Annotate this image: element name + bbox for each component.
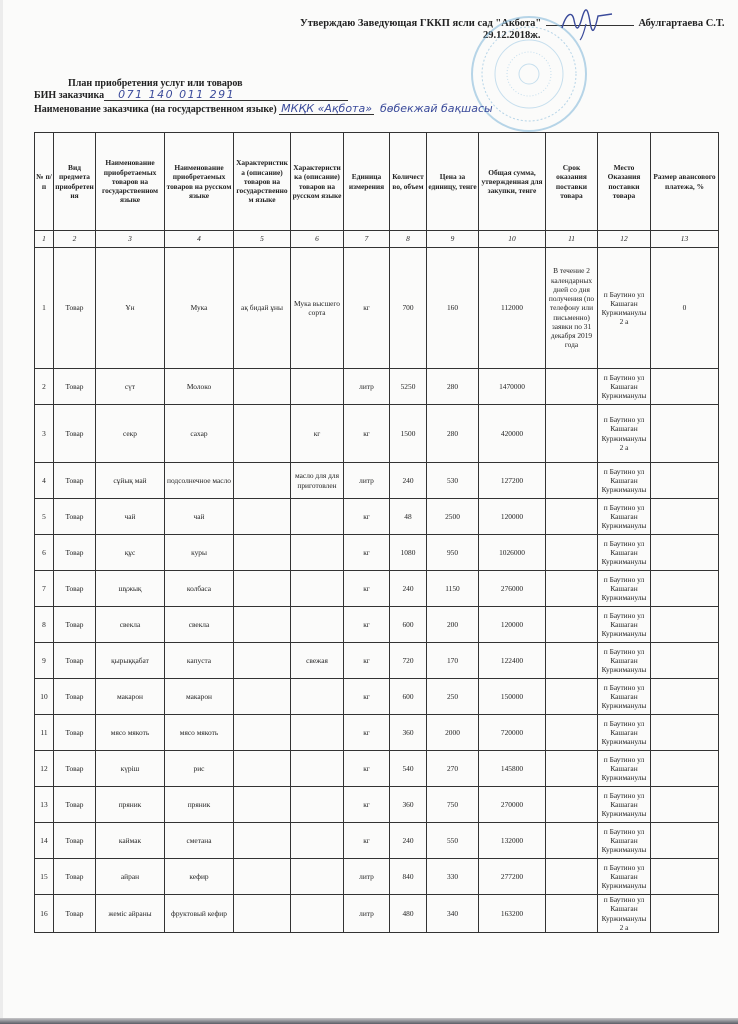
item-type-cell: Товар: [54, 405, 96, 463]
description-kazakh-cell: [234, 715, 291, 751]
table-row: [35, 463, 719, 499]
table-row: [35, 679, 719, 715]
table-row: [35, 571, 719, 607]
advance-payment-cell: [651, 463, 719, 499]
signature-line: [546, 15, 634, 26]
quantity-cell: 840: [390, 859, 427, 895]
unit-cell: литр: [344, 463, 390, 499]
column-number: 8: [390, 231, 427, 248]
name-russian-cell: Мука: [165, 248, 234, 369]
item-type-cell: Товар: [54, 463, 96, 499]
description-russian-cell: [291, 895, 344, 933]
total-amount-cell: 1026000: [479, 535, 546, 571]
delivery-term-cell: [546, 535, 598, 571]
name-kazakh-cell: шұжық: [96, 571, 165, 607]
item-type-cell: Товар: [54, 859, 96, 895]
delivery-term-cell: [546, 369, 598, 405]
name-kazakh-cell: құс: [96, 535, 165, 571]
delivery-place-cell: п Баутино ул Кашаган Куржиманулы: [598, 823, 651, 859]
delivery-term-cell: [546, 751, 598, 787]
description-russian-cell: [291, 751, 344, 787]
row-number-cell: 6: [35, 535, 54, 571]
item-type-cell: Товар: [54, 499, 96, 535]
item-type-cell: Товар: [54, 248, 96, 369]
description-russian-cell: [291, 571, 344, 607]
unit-cell: кг: [344, 248, 390, 369]
description-kazakh-cell: [234, 787, 291, 823]
name-russian-cell: макарон: [165, 679, 234, 715]
row-number-cell: 2: [35, 369, 54, 405]
table-row: [35, 535, 719, 571]
table-row: [35, 499, 719, 535]
column-header: Размер авансового платежа, %: [651, 133, 719, 231]
unit-cell: кг: [344, 715, 390, 751]
name-kazakh-cell: свекла: [96, 607, 165, 643]
item-type-cell: Товар: [54, 607, 96, 643]
description-kazakh-cell: [234, 607, 291, 643]
table-row: [35, 823, 719, 859]
column-header: № п/п: [35, 133, 54, 231]
name-russian-cell: Молоко: [165, 369, 234, 405]
description-kazakh-cell: [234, 895, 291, 933]
description-kazakh-cell: [234, 463, 291, 499]
unit-cell: кг: [344, 405, 390, 463]
quantity-cell: 720: [390, 643, 427, 679]
delivery-place-cell: п Баутино ул Кашаган Куржиманулы: [598, 751, 651, 787]
quantity-cell: 360: [390, 715, 427, 751]
delivery-place-cell: п Баутино ул Кашаган Куржиманулы: [598, 679, 651, 715]
delivery-place-cell: п Баутино ул Кашаган Куржиманулы: [598, 369, 651, 405]
quantity-cell: 1080: [390, 535, 427, 571]
row-number-cell: 14: [35, 823, 54, 859]
name-kazakh-cell: секр: [96, 405, 165, 463]
delivery-term-cell: [546, 895, 598, 933]
item-type-cell: Товар: [54, 679, 96, 715]
total-amount-cell: 420000: [479, 405, 546, 463]
table-row: [35, 405, 719, 463]
row-number-cell: 10: [35, 679, 54, 715]
total-amount-cell: 112000: [479, 248, 546, 369]
description-russian-cell: [291, 715, 344, 751]
unit-price-cell: 250: [427, 679, 479, 715]
row-number-cell: 1: [35, 248, 54, 369]
table-row: [35, 643, 719, 679]
description-kazakh-cell: [234, 535, 291, 571]
row-number-cell: 7: [35, 571, 54, 607]
row-number-cell: 12: [35, 751, 54, 787]
unit-price-cell: 1150: [427, 571, 479, 607]
quantity-cell: 540: [390, 751, 427, 787]
row-number-cell: 16: [35, 895, 54, 933]
unit-price-cell: 2500: [427, 499, 479, 535]
unit-price-cell: 160: [427, 248, 479, 369]
unit-price-cell: 170: [427, 643, 479, 679]
unit-cell: кг: [344, 499, 390, 535]
unit-price-cell: 280: [427, 405, 479, 463]
delivery-term-cell: [546, 463, 598, 499]
procurement-plan-table: [34, 132, 719, 933]
scan-bottom-edge: [0, 1018, 738, 1024]
column-number: 9: [427, 231, 479, 248]
advance-payment-cell: [651, 787, 719, 823]
quantity-cell: 1500: [390, 405, 427, 463]
row-number-cell: 15: [35, 859, 54, 895]
name-russian-cell: пряник: [165, 787, 234, 823]
table-row: [35, 859, 719, 895]
description-russian-cell: [291, 859, 344, 895]
advance-payment-cell: [651, 571, 719, 607]
advance-payment-cell: [651, 535, 719, 571]
delivery-term-cell: [546, 499, 598, 535]
unit-cell: литр: [344, 369, 390, 405]
column-number: 4: [165, 231, 234, 248]
unit-cell: кг: [344, 751, 390, 787]
row-number-cell: 11: [35, 715, 54, 751]
row-number-cell: 13: [35, 787, 54, 823]
column-header: Цена за единицу, тенге: [427, 133, 479, 231]
total-amount-cell: 277200: [479, 859, 546, 895]
unit-cell: кг: [344, 607, 390, 643]
name-russian-cell: мясо мякоть: [165, 715, 234, 751]
quantity-cell: 48: [390, 499, 427, 535]
delivery-term-cell: [546, 823, 598, 859]
advance-payment-cell: [651, 405, 719, 463]
unit-price-cell: 340: [427, 895, 479, 933]
name-russian-cell: сметана: [165, 823, 234, 859]
delivery-place-cell: п Баутино ул Кашаган Куржиманулы: [598, 859, 651, 895]
description-russian-cell: [291, 369, 344, 405]
name-kazakh-cell: күріш: [96, 751, 165, 787]
advance-payment-cell: [651, 643, 719, 679]
row-number-cell: 3: [35, 405, 54, 463]
quantity-cell: 240: [390, 463, 427, 499]
approval-date: 29.12.2018ж.: [483, 30, 541, 41]
advance-payment-cell: [651, 607, 719, 643]
total-amount-cell: 270000: [479, 787, 546, 823]
column-number: 3: [96, 231, 165, 248]
table-row: [35, 895, 719, 933]
delivery-term-cell: [546, 715, 598, 751]
name-russian-cell: подсолнечное масло: [165, 463, 234, 499]
column-number: 12: [598, 231, 651, 248]
advance-payment-cell: [651, 369, 719, 405]
delivery-place-cell: п Баутино ул Кашаган Куржиманулы: [598, 535, 651, 571]
scan-left-edge: [0, 0, 3, 1024]
name-kazakh-cell: Ұн: [96, 248, 165, 369]
quantity-cell: 480: [390, 895, 427, 933]
table-header-row: [35, 133, 719, 231]
quantity-cell: 360: [390, 787, 427, 823]
total-amount-cell: 150000: [479, 679, 546, 715]
unit-cell: кг: [344, 787, 390, 823]
item-type-cell: Товар: [54, 643, 96, 679]
advance-payment-cell: [651, 679, 719, 715]
description-russian-cell: масло для для приготовлен: [291, 463, 344, 499]
description-russian-cell: кг: [291, 405, 344, 463]
column-number: 6: [291, 231, 344, 248]
delivery-place-cell: п Баутино ул Кашаган Куржиманулы: [598, 643, 651, 679]
plan-title: План приобретения услуг или товаров: [68, 78, 243, 89]
total-amount-cell: 120000: [479, 607, 546, 643]
description-russian-cell: свежая: [291, 643, 344, 679]
unit-price-cell: 2000: [427, 715, 479, 751]
item-type-cell: Товар: [54, 571, 96, 607]
unit-price-cell: 330: [427, 859, 479, 895]
unit-cell: кг: [344, 679, 390, 715]
table-row: [35, 607, 719, 643]
unit-price-cell: 750: [427, 787, 479, 823]
name-kazakh-cell: жеміс айраны: [96, 895, 165, 933]
name-russian-cell: чай: [165, 499, 234, 535]
customer-line: [34, 102, 493, 115]
quantity-cell: 600: [390, 679, 427, 715]
advance-payment-cell: 0: [651, 248, 719, 369]
delivery-term-cell: [546, 643, 598, 679]
table-row: [35, 751, 719, 787]
row-number-cell: 5: [35, 499, 54, 535]
unit-cell: литр: [344, 859, 390, 895]
total-amount-cell: 720000: [479, 715, 546, 751]
total-amount-cell: 1470000: [479, 369, 546, 405]
description-kazakh-cell: [234, 679, 291, 715]
item-type-cell: Товар: [54, 369, 96, 405]
delivery-term-cell: [546, 405, 598, 463]
customer-value-ext: бөбекжай бақшасы: [379, 102, 493, 115]
unit-cell: кг: [344, 823, 390, 859]
name-russian-cell: капуста: [165, 643, 234, 679]
name-russian-cell: колбаса: [165, 571, 234, 607]
advance-payment-cell: [651, 859, 719, 895]
delivery-place-cell: п Баутино ул Кашаган Куржиманулы 2 а: [598, 405, 651, 463]
column-number: 11: [546, 231, 598, 248]
column-header: Вид предмета приобретения: [54, 133, 96, 231]
description-russian-cell: [291, 607, 344, 643]
item-type-cell: Товар: [54, 787, 96, 823]
description-russian-cell: [291, 499, 344, 535]
description-kazakh-cell: [234, 643, 291, 679]
quantity-cell: 700: [390, 248, 427, 369]
description-kazakh-cell: [234, 369, 291, 405]
item-type-cell: Товар: [54, 823, 96, 859]
name-russian-cell: фруктовый кефир: [165, 895, 234, 933]
row-number-cell: 4: [35, 463, 54, 499]
delivery-place-cell: п Баутино ул Кашаган Куржиманулы: [598, 499, 651, 535]
bin-value: 071 140 011 291: [104, 89, 348, 101]
name-kazakh-cell: сұйық май: [96, 463, 165, 499]
total-amount-cell: 132000: [479, 823, 546, 859]
name-kazakh-cell: сүт: [96, 369, 165, 405]
unit-price-cell: 530: [427, 463, 479, 499]
description-russian-cell: [291, 535, 344, 571]
unit-price-cell: 550: [427, 823, 479, 859]
total-amount-cell: 276000: [479, 571, 546, 607]
column-header: Общая сумма, утвержденная для закупки, тенге: [479, 133, 546, 231]
description-kazakh-cell: ақ бидай ұны: [234, 248, 291, 369]
delivery-place-cell: п Баутино ул Кашаган Куржиманулы: [598, 787, 651, 823]
name-kazakh-cell: пряник: [96, 787, 165, 823]
column-number: 1: [35, 231, 54, 248]
advance-payment-cell: [651, 823, 719, 859]
name-russian-cell: куры: [165, 535, 234, 571]
customer-label: Наименование заказчика (на государственном языке): [34, 104, 277, 115]
name-russian-cell: рис: [165, 751, 234, 787]
name-kazakh-cell: чай: [96, 499, 165, 535]
description-kazakh-cell: [234, 499, 291, 535]
table-row: [35, 787, 719, 823]
column-number: 7: [344, 231, 390, 248]
unit-price-cell: 280: [427, 369, 479, 405]
quantity-cell: 600: [390, 607, 427, 643]
table-row: [35, 369, 719, 405]
name-russian-cell: свекла: [165, 607, 234, 643]
description-russian-cell: Мука высшего сорта: [291, 248, 344, 369]
delivery-term-cell: В течение 2 календарных дней со дня получения (по телефону или письменно) заявки по 31 декабря 2019 года: [546, 248, 598, 369]
delivery-place-cell: п Баутино ул Кашаган Куржиманулы: [598, 571, 651, 607]
approval-signer: Абулгартаева С.Т.: [638, 18, 725, 29]
unit-price-cell: 200: [427, 607, 479, 643]
name-russian-cell: кефир: [165, 859, 234, 895]
total-amount-cell: 163200: [479, 895, 546, 933]
column-number: 13: [651, 231, 719, 248]
column-header: Срок оказания поставки товара: [546, 133, 598, 231]
unit-cell: кг: [344, 571, 390, 607]
delivery-place-cell: п Баутино ул Кашаган Куржиманулы: [598, 715, 651, 751]
total-amount-cell: 120000: [479, 499, 546, 535]
column-number: 10: [479, 231, 546, 248]
total-amount-cell: 145800: [479, 751, 546, 787]
column-header: Характеристика (описание) товаров на русском языке: [291, 133, 344, 231]
table-body: [35, 248, 719, 933]
table-row: [35, 715, 719, 751]
name-russian-cell: сахар: [165, 405, 234, 463]
row-number-cell: 8: [35, 607, 54, 643]
delivery-term-cell: [546, 607, 598, 643]
bin-line: [34, 89, 348, 101]
description-kazakh-cell: [234, 823, 291, 859]
column-number: 5: [234, 231, 291, 248]
quantity-cell: 240: [390, 571, 427, 607]
delivery-term-cell: [546, 859, 598, 895]
name-kazakh-cell: қырыққабат: [96, 643, 165, 679]
customer-value: МКҚК «Ақбота»: [281, 102, 372, 115]
description-kazakh-cell: [234, 859, 291, 895]
item-type-cell: Товар: [54, 895, 96, 933]
delivery-term-cell: [546, 787, 598, 823]
column-header: Наименование приобретаемых товаров на русском языке: [165, 133, 234, 231]
column-number-row: [35, 231, 719, 248]
unit-cell: литр: [344, 895, 390, 933]
delivery-term-cell: [546, 571, 598, 607]
approval-block: [300, 15, 725, 41]
description-russian-cell: [291, 679, 344, 715]
delivery-term-cell: [546, 679, 598, 715]
table-row: [35, 248, 719, 369]
description-kazakh-cell: [234, 751, 291, 787]
advance-payment-cell: [651, 895, 719, 933]
column-header: Место Оказания поставки товара: [598, 133, 651, 231]
column-header: Наименование приобретаемых товаров на государственном языке: [96, 133, 165, 231]
unit-price-cell: 270: [427, 751, 479, 787]
bin-label: БИН заказчика: [34, 90, 105, 101]
total-amount-cell: 127200: [479, 463, 546, 499]
delivery-place-cell: п Баутино ул Кашаган Куржиманулы: [598, 463, 651, 499]
delivery-place-cell: п Баутино ул Кашаган Куржиманулы: [598, 607, 651, 643]
name-kazakh-cell: айран: [96, 859, 165, 895]
quantity-cell: 240: [390, 823, 427, 859]
delivery-place-cell: п Баутино ул Кашаган Куржиманулы 2 а: [598, 895, 651, 933]
column-header: Характеристика (описание) товаров на государственном языке: [234, 133, 291, 231]
description-russian-cell: [291, 823, 344, 859]
advance-payment-cell: [651, 751, 719, 787]
quantity-cell: 5250: [390, 369, 427, 405]
description-kazakh-cell: [234, 405, 291, 463]
advance-payment-cell: [651, 499, 719, 535]
column-number: 2: [54, 231, 96, 248]
row-number-cell: 9: [35, 643, 54, 679]
total-amount-cell: 122400: [479, 643, 546, 679]
item-type-cell: Товар: [54, 535, 96, 571]
unit-cell: кг: [344, 643, 390, 679]
item-type-cell: Товар: [54, 715, 96, 751]
name-kazakh-cell: каймак: [96, 823, 165, 859]
unit-price-cell: 950: [427, 535, 479, 571]
description-kazakh-cell: [234, 571, 291, 607]
item-type-cell: Товар: [54, 751, 96, 787]
name-kazakh-cell: макарон: [96, 679, 165, 715]
description-russian-cell: [291, 787, 344, 823]
column-header: Количество, объем: [390, 133, 427, 231]
delivery-place-cell: п Баутино ул Кашаган Куржиманулы 2 а: [598, 248, 651, 369]
column-header: Единица измерения: [344, 133, 390, 231]
advance-payment-cell: [651, 715, 719, 751]
approval-text: Утверждаю Заведующая ГККП ясли сад "Акбота": [300, 18, 542, 29]
unit-cell: кг: [344, 535, 390, 571]
name-kazakh-cell: мясо мякоть: [96, 715, 165, 751]
